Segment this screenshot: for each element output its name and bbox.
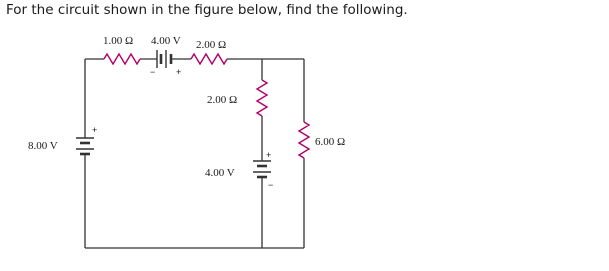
- battery-middle-plus-sign: +: [266, 150, 272, 160]
- battery-left-plus-sign: +: [92, 125, 98, 135]
- battery-top: [157, 50, 171, 68]
- label-resistor-middle: 2.00 Ω: [207, 94, 238, 106]
- resistor-middle: [257, 80, 267, 116]
- resistor-right: [299, 122, 309, 158]
- label-resistor-right: 6.00 Ω: [315, 136, 346, 148]
- label-battery-left: 8.00 V: [28, 140, 58, 152]
- question-text: For the circuit shown in the figure below, find the following.: [6, 2, 408, 18]
- battery-middle-minus-sign: −: [268, 180, 274, 190]
- label-resistor-top-right: 2.00 Ω: [196, 39, 227, 51]
- resistor-top-left: [104, 54, 140, 64]
- battery-middle: [253, 161, 271, 182]
- label-battery-middle: 4.00 V: [205, 167, 235, 179]
- label-resistor-top-left: 1.00 Ω: [103, 35, 134, 47]
- resistor-top-right: [191, 54, 227, 64]
- battery-top-plus-sign: +: [176, 67, 182, 77]
- battery-left: [76, 138, 94, 159]
- label-battery-top: 4.00 V: [151, 35, 181, 47]
- battery-top-minus-sign: −: [150, 67, 156, 77]
